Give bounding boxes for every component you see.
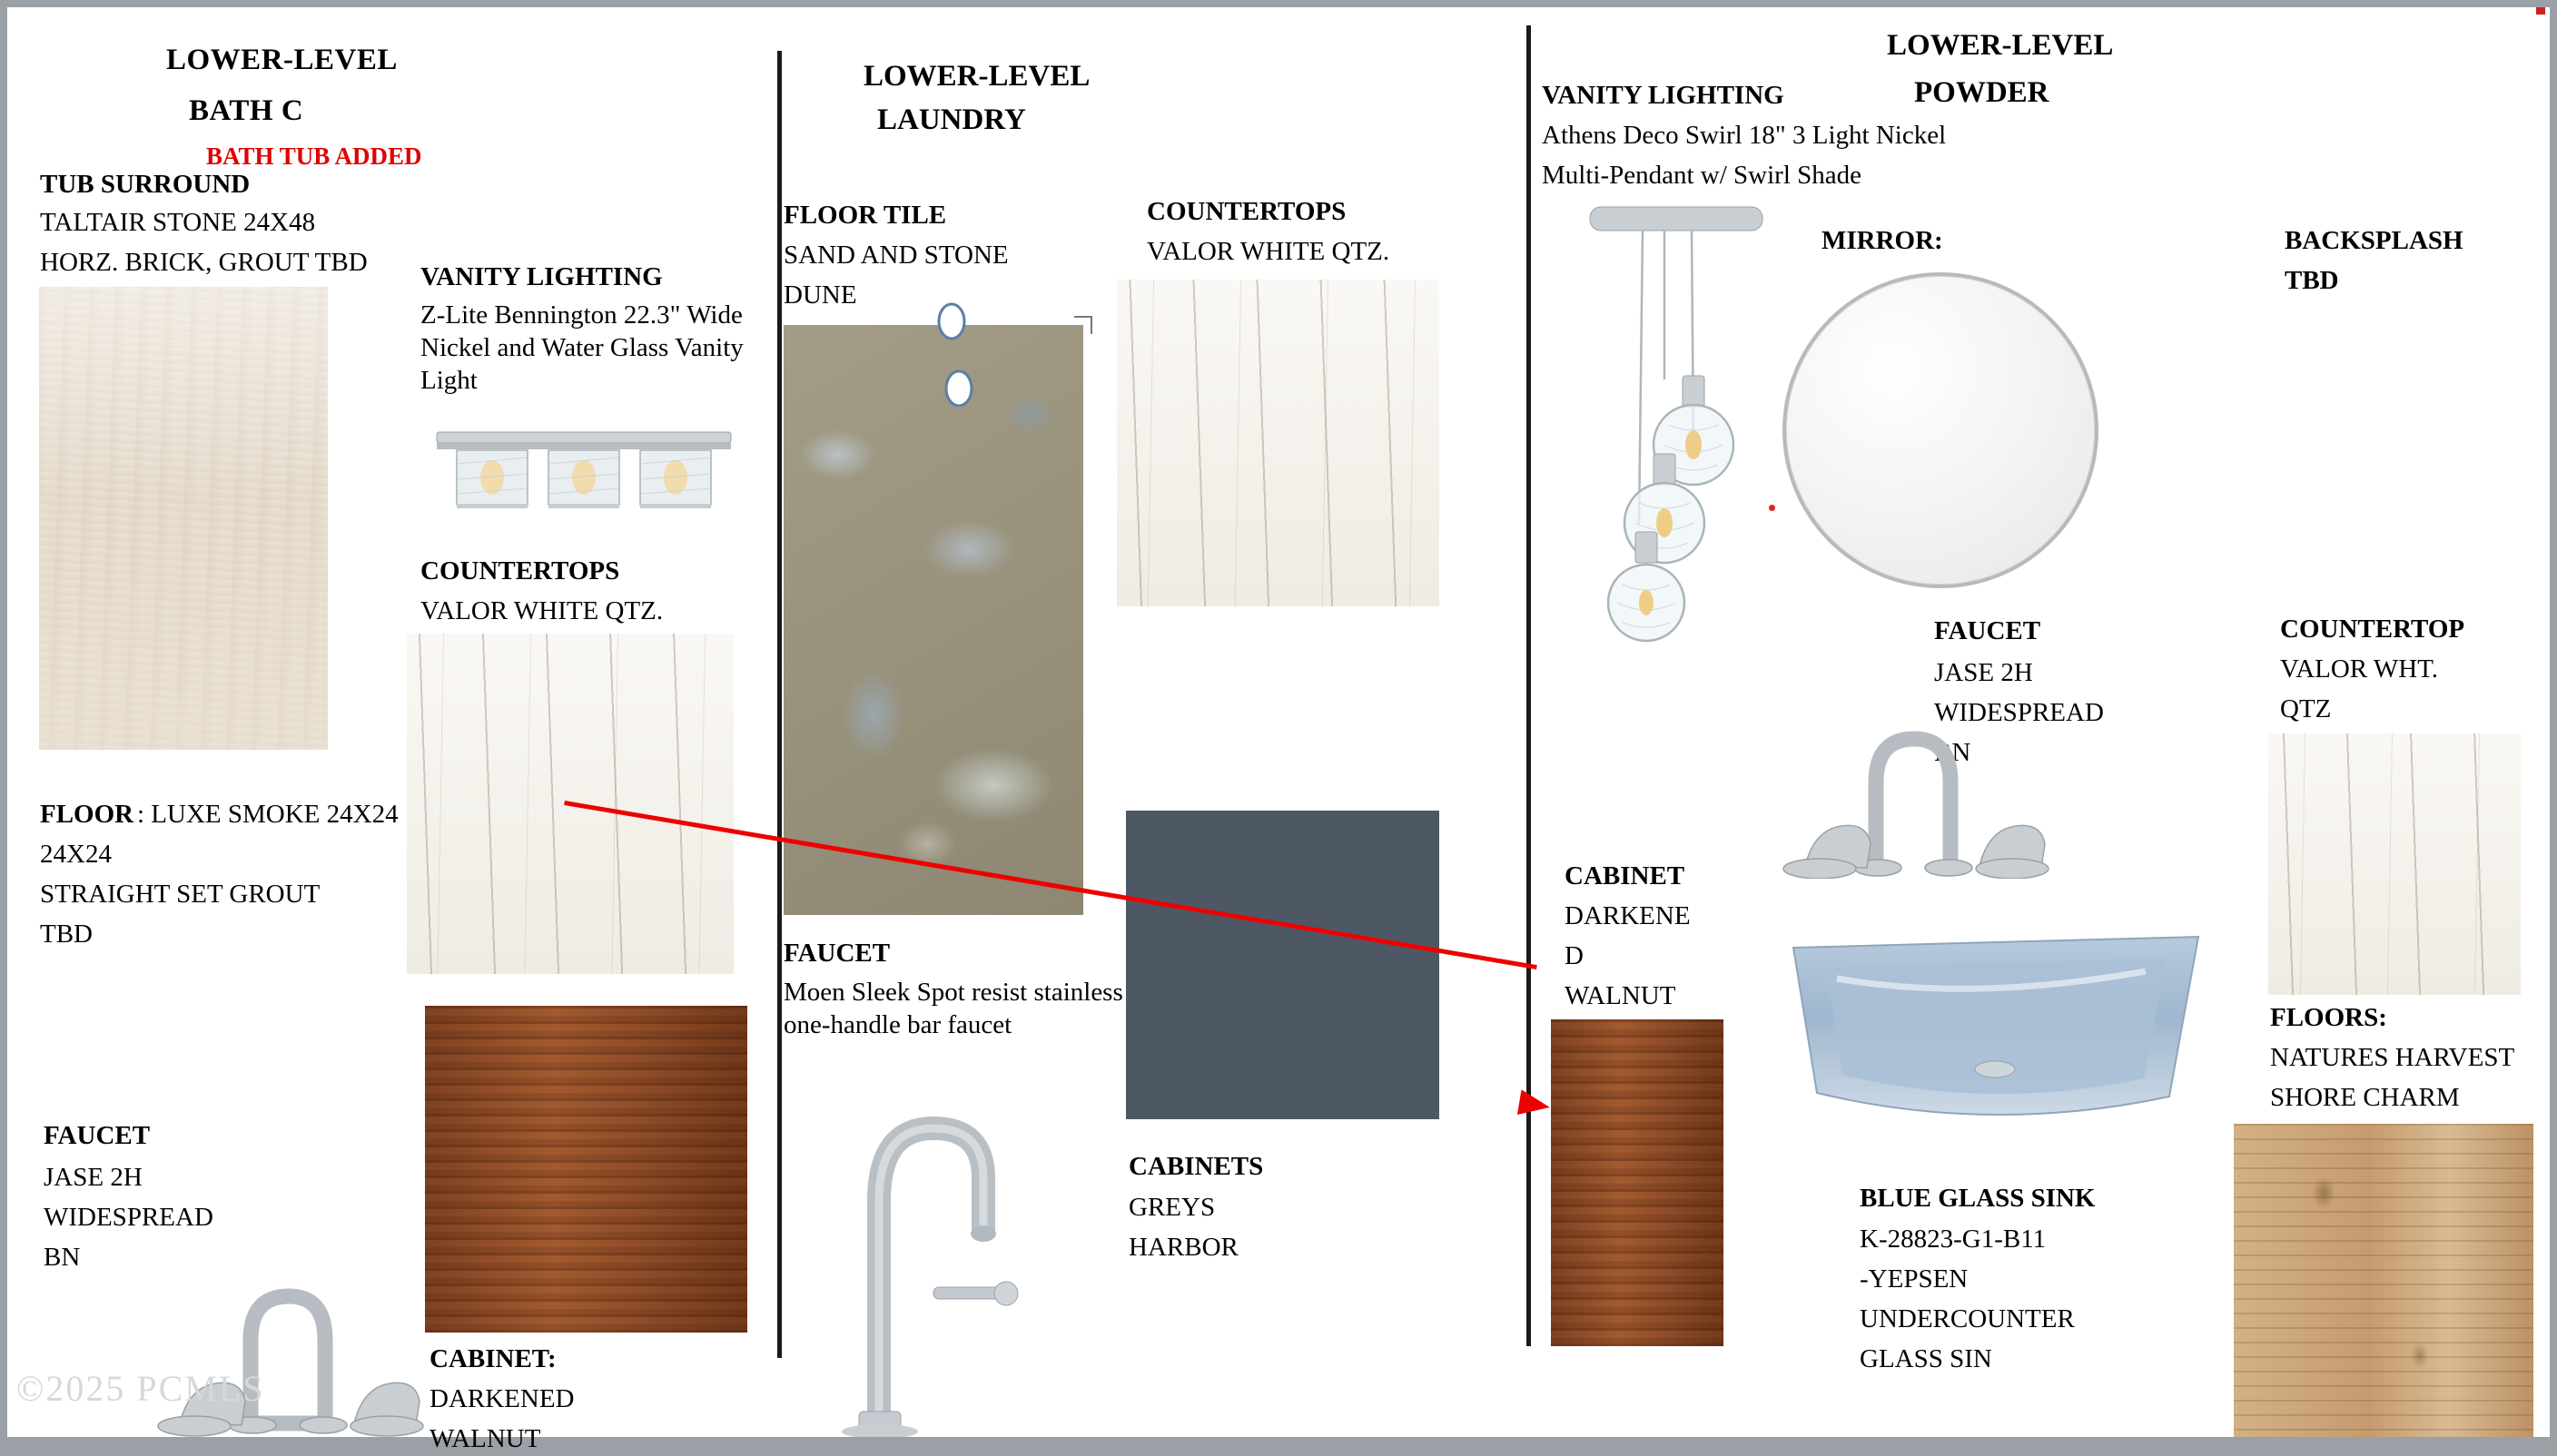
bathc-title-line2: BATH C (189, 94, 304, 127)
laundry-floor-tile-desc-line1: SAND AND STONE (784, 241, 1009, 270)
bathc-title-line1: LOWER-LEVEL (166, 44, 398, 76)
bathc-countertops-desc: VALOR WHITE QTZ. (420, 596, 664, 625)
image-athens-deco-swirl-pendant (1555, 198, 1801, 752)
bathc-floor-desc-line2: STRAIGHT SET GROUT (40, 880, 321, 909)
image-blue-glass-sink (1773, 924, 2218, 1133)
bathc-cabinet-desc-line1: DARKENED (429, 1384, 575, 1413)
swatch-darkened-walnut-powder (1551, 1019, 1723, 1346)
powder-title-line2: POWDER (1914, 76, 2049, 109)
bathc-vanity-lighting-desc: Z-Lite Bennington 22.3" Wide Nickel and Water Glass Vanity Light (420, 300, 744, 395)
floor-tile-marker-icons (924, 298, 988, 407)
image-moen-sleek-bar-faucet (824, 1092, 1033, 1437)
swatch-valor-white-quartz-powder (2268, 733, 2521, 995)
column-divider-1 (777, 51, 782, 1358)
laundry-faucet-desc: Moen Sleek Spot resist stainless one-handle bar faucet (784, 978, 1123, 1039)
powder-title-line1: LOWER-LEVEL (1887, 29, 2114, 62)
laundry-title-line2: LAUNDRY (877, 103, 1026, 136)
tub-surround-label: TUB SURROUND (40, 170, 251, 199)
powder-sink-desc-line4: GLASS SIN (1860, 1344, 1992, 1373)
top-right-marker (2536, 7, 2545, 15)
tub-surround-desc-line1: TALTAIR STONE 24X48 (40, 208, 316, 237)
powder-floors-desc-line1: NATURES HARVEST (2270, 1043, 2515, 1072)
bathc-floor-desc-line3: TBD (40, 920, 93, 949)
bathc-faucet-desc-line2: WIDESPREAD (44, 1203, 213, 1232)
laundry-floor-tile-desc-line2: DUNE (784, 280, 857, 310)
powder-floors-desc-line2: SHORE CHARM (2270, 1083, 2460, 1112)
column-divider-2 (1526, 25, 1531, 1346)
image-zlite-bennington-vanity-light (420, 414, 747, 518)
bathc-floor-desc-line1: : LUXE SMOKE 24X24 (137, 800, 399, 829)
swatch-darkened-walnut-bathc (425, 1006, 747, 1333)
swatch-natures-harvest-shore-charm (2234, 1124, 2533, 1437)
bathc-faucet-label: FAUCET (44, 1121, 151, 1150)
swatch-taltair-stone (39, 287, 328, 750)
powder-cabinet-desc-line1: DARKENE (1565, 901, 1691, 930)
powder-cabinet-desc-line3: WALNUT (1565, 981, 1676, 1010)
powder-sink-desc-line1: K-28823-G1-B11 (1860, 1225, 2047, 1254)
bathc-cabinet-label: CABINET: (429, 1344, 557, 1373)
bathc-vanity-lighting-label: VANITY LIGHTING (420, 262, 663, 291)
powder-vanity-lighting-label: VANITY LIGHTING (1542, 81, 1784, 110)
swatch-valor-white-quartz-laundry (1117, 280, 1439, 606)
bathc-faucet-desc-line1: JASE 2H (44, 1163, 143, 1192)
powder-faucet-desc-line1: JASE 2H (1934, 658, 2033, 687)
bathc-floor-desc-line1b: 24X24 (40, 840, 112, 869)
powder-backsplash-label-line1: BACKSPLASH (2285, 226, 2463, 255)
powder-sink-desc-line2: -YEPSEN (1860, 1264, 1969, 1294)
bathc-countertops-label: COUNTERTOPS (420, 556, 620, 585)
powder-vanity-lighting-desc-line2: Multi-Pendant w/ Swirl Shade (1542, 161, 1862, 190)
powder-faucet-desc-line3: BN (1934, 738, 1971, 767)
laundry-title-line1: LOWER-LEVEL (864, 60, 1091, 93)
laundry-faucet-label: FAUCET (784, 939, 891, 968)
bathc-cabinet-desc-line2: WALNUT (429, 1424, 541, 1453)
powder-sink-desc-line3: UNDERCOUNTER (1860, 1304, 2075, 1333)
bathc-floor-label: FLOOR (40, 800, 134, 829)
laundry-cabinets-desc-line1: GREYS (1129, 1193, 1216, 1222)
watermark: ©2025 PCMLS (16, 1368, 265, 1409)
image-jase-widespread-faucet-powder (1769, 688, 2068, 879)
powder-cabinet-desc-line2: D (1565, 941, 1584, 970)
powder-countertop-desc-line1: VALOR WHT. (2280, 654, 2438, 684)
powder-mirror-label: MIRROR: (1821, 226, 1943, 255)
powder-vanity-lighting-desc-line1: Athens Deco Swirl 18" 3 Light Nickel (1542, 121, 1947, 150)
swatch-sand-and-stone-dune (784, 325, 1083, 915)
design-board (7, 7, 2550, 1453)
laundry-floor-tile-label: FLOOR TILE (784, 201, 947, 230)
powder-sink-label: BLUE GLASS SINK (1860, 1184, 2096, 1213)
laundry-countertops-desc: VALOR WHITE QTZ. (1147, 237, 1390, 266)
bathc-note-bathtub-added: BATH TUB ADDED (206, 143, 422, 170)
laundry-cabinets-label: CABINETS (1129, 1152, 1264, 1181)
image-round-mirror (1782, 272, 2098, 588)
powder-floors-label: FLOORS: (2270, 1003, 2387, 1032)
annotation-dot (1769, 505, 1775, 511)
bathc-faucet-desc-line3: BN (44, 1243, 81, 1272)
annotation-arrow-head (1517, 1089, 1552, 1119)
powder-faucet-desc-line2: WIDESPREAD (1934, 698, 2104, 727)
tub-surround-desc-line2: HORZ. BRICK, GROUT TBD (40, 248, 368, 277)
laundry-countertops-label: COUNTERTOPS (1147, 197, 1347, 226)
powder-faucet-label: FAUCET (1934, 616, 2041, 645)
floor-tile-corner-mark (1074, 316, 1092, 334)
laundry-cabinets-desc-line2: HARBOR (1129, 1233, 1239, 1262)
powder-cabinet-label: CABINET (1565, 861, 1685, 890)
swatch-greys-harbor-cabinets (1126, 811, 1439, 1119)
powder-countertop-desc-line2: QTZ (2280, 694, 2332, 723)
powder-countertop-label: COUNTERTOP (2280, 615, 2465, 644)
powder-backsplash-label-line2: TBD (2285, 266, 2339, 295)
